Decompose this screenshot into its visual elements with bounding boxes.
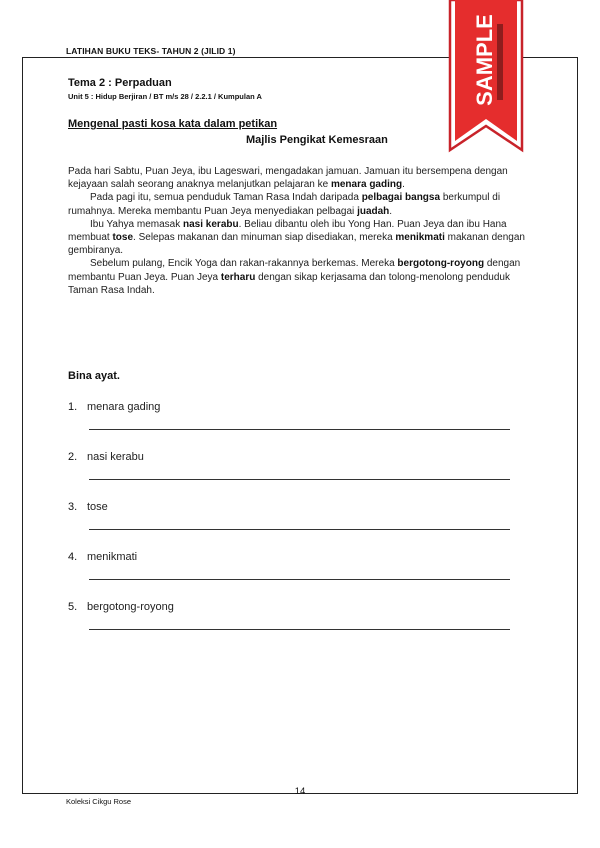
exercise-item-4 [68,551,518,591]
passage-paragraph-4: Sebelum pulang, Encik Yoga dan rakan-rakannya berkemas. Mereka bergotong-royong dengan membantu Puan Jeya. Puan Jeya terharu dengan sikap kerjasama dan tolong-menolong penduduk Taman Rasa Indah. [68,258,521,296]
footer-credit: Koleksi Cikgu Rose [66,797,132,806]
vocab-bergotong-royong: bergotong-royong [397,258,485,270]
passage [68,165,528,297]
exercise-heading: Bina ayat. [68,370,120,382]
answer-line-4[interactable] [89,579,510,580]
item-word: bergotong-royong [87,601,174,613]
tema-title: Tema 2 : Perpaduan [68,77,172,89]
exercise-item-2 [68,451,518,491]
answer-line-2[interactable] [89,479,510,480]
vocab-pelbagai-bangsa: pelbagai bangsa [361,192,441,204]
header-title: LATIHAN BUKU TEKS- TAHUN 2 (JILID 1) [66,46,236,56]
item-number: 3. [68,501,78,513]
vocab-menara-gading: menara gading [330,179,403,191]
item-word: menara gading [87,401,161,413]
vocab-nasi-kerabu: nasi kerabu [183,218,239,230]
item-word: nasi kerabu [87,451,144,463]
vocab-menikmati: menikmati [395,232,445,244]
passage-paragraph-3: Ibu Yahya memasak nasi kerabu. Beliau dibantu oleh ibu Yong Han. Puan Jeya dan ibu Hana membuat tose. Selepas makanan dan minuman siap disediakan, mereka menikmati makanan dengan gembiranya. [68,218,525,257]
item-number: 4. [68,551,78,563]
vocab-terharu: terharu [220,271,256,283]
item-number: 2. [68,451,78,463]
vocab-tose: tose [112,232,134,244]
passage-title: Majlis Pengikat Kemesraan [246,134,388,146]
sample-label: SAMPLE [472,14,497,106]
exercise-item-5 [68,601,518,641]
answer-line-5[interactable] [89,629,510,630]
item-number: 5. [68,601,78,613]
exercise-item-1 [68,401,518,441]
ribbon-strip [497,24,503,100]
item-word: tose [87,501,108,513]
item-word: menikmati [87,551,138,563]
section-heading: Mengenal pasti kosa kata dalam petikan [68,118,278,130]
answer-line-1[interactable] [89,429,510,430]
passage-paragraph-1: Pada hari Sabtu, Puan Jeya, ibu Lageswari, mengadakan jamuan. Jamuan itu bersempena dengan kejayaan salah seorang anaknya melanjutkan pelajaran ke menara gading. [68,166,508,191]
vocab-juadah: juadah [357,205,390,217]
page-number: 14 [294,786,306,797]
item-number: 1. [68,401,78,413]
answer-line-3[interactable] [89,529,510,530]
sample-ribbon-icon [448,0,524,168]
exercise-item-3 [68,501,518,541]
passage-paragraph-2: Pada pagi itu, semua penduduk Taman Rasa Indah daripada pelbagai bangsa berkumpul di rumahnya. Mereka membantu Puan Jeya menyediakan pelbagai juadah. [68,192,501,217]
unit-info: Unit 5 : Hidup Berjiran / BT m/s 28 / 2.2.1 / Kumpulan A [68,92,262,101]
